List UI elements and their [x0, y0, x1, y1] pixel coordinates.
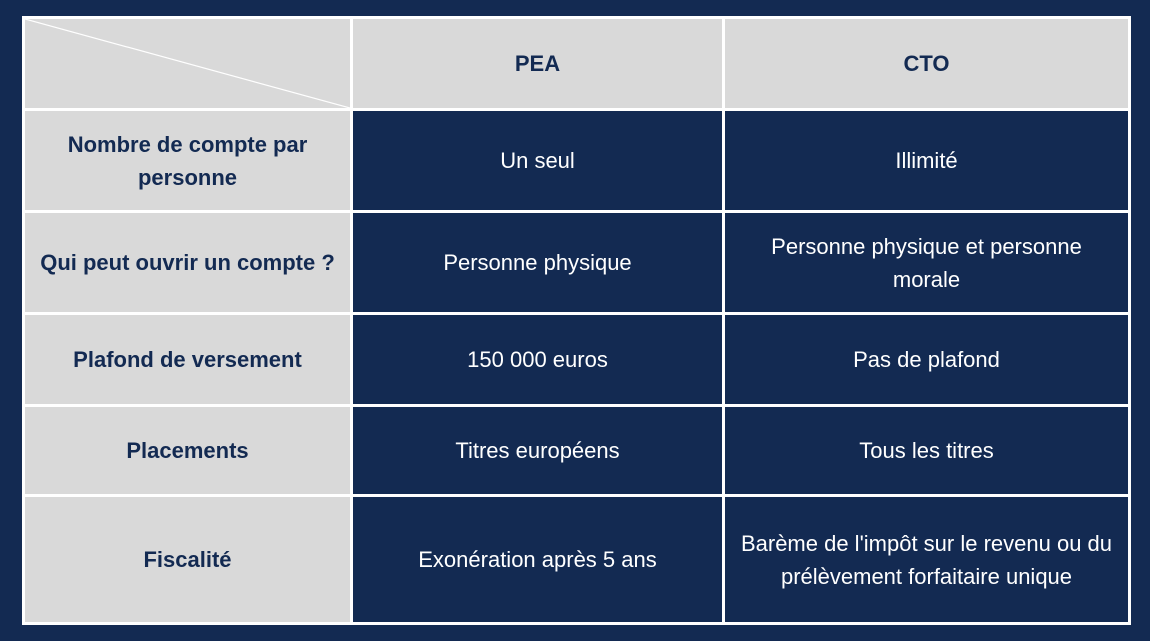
pea-value: Un seul	[352, 110, 724, 212]
pea-value: Titres européens	[352, 406, 724, 496]
header-cto: CTO	[724, 18, 1130, 110]
table-row	[24, 496, 1130, 624]
header-pea: PEA	[352, 18, 724, 110]
table-row	[24, 406, 1130, 496]
comparison-table-container	[22, 16, 1128, 622]
cto-value: Personne physique et personne morale	[724, 212, 1130, 314]
pea-cto-comparison-table	[22, 16, 1131, 625]
table-row	[24, 314, 1130, 406]
row-label: Placements	[24, 406, 352, 496]
cto-value: Illimité	[724, 110, 1130, 212]
row-label: Nombre de compte par personne	[24, 110, 352, 212]
cto-value: Barème de l'impôt sur le revenu ou du prélèvement forfaitaire unique	[724, 496, 1130, 624]
cto-value: Tous les titres	[724, 406, 1130, 496]
row-label: Qui peut ouvrir un compte ?	[24, 212, 352, 314]
cto-value: Pas de plafond	[724, 314, 1130, 406]
header-row	[24, 18, 1130, 110]
row-label: Fiscalité	[24, 496, 352, 624]
row-label: Plafond de versement	[24, 314, 352, 406]
diagonal-divider	[25, 19, 350, 108]
pea-value: 150 000 euros	[352, 314, 724, 406]
table-row	[24, 110, 1130, 212]
pea-value: Exonération après 5 ans	[352, 496, 724, 624]
table-row	[24, 212, 1130, 314]
corner-cell	[24, 18, 352, 110]
pea-value: Personne physique	[352, 212, 724, 314]
